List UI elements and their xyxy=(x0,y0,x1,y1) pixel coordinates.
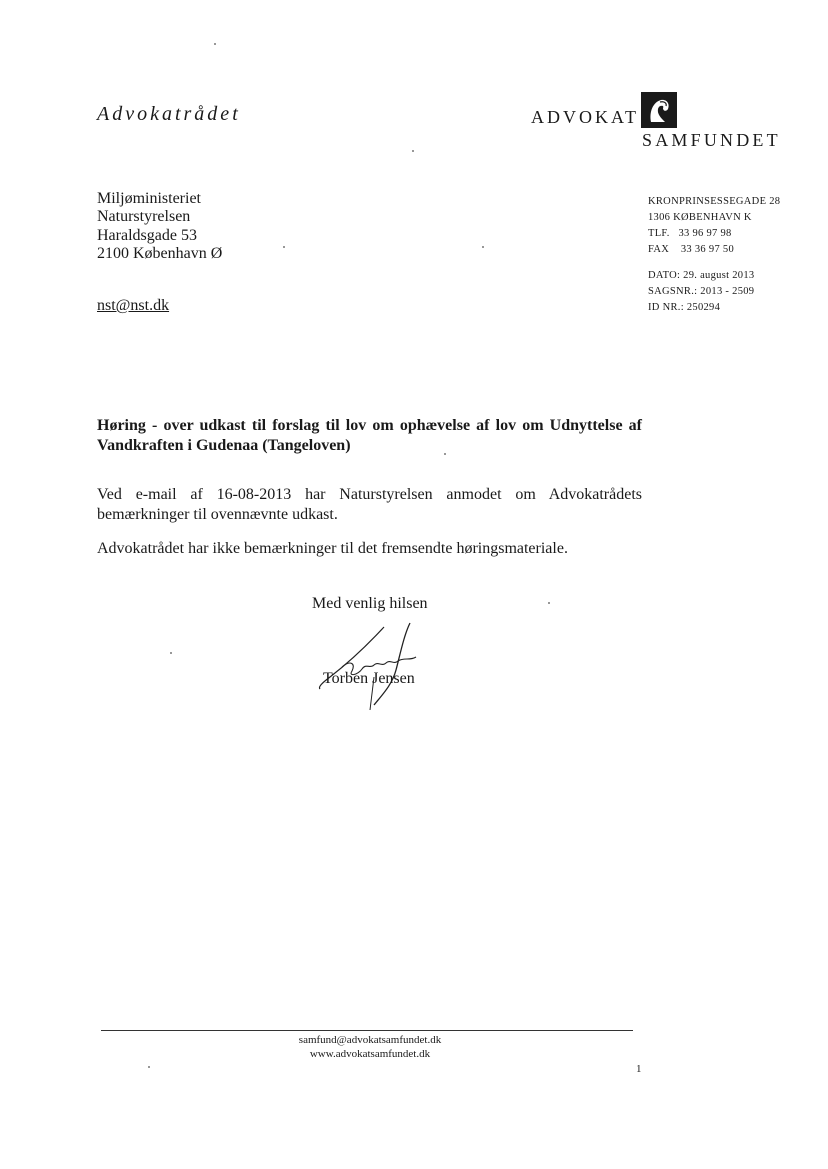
letter-closing: Med venlig hilsen xyxy=(312,595,428,612)
fax-label: FAX xyxy=(648,244,670,255)
recipient-address xyxy=(97,190,222,263)
page-number: 1 xyxy=(636,1063,642,1075)
sender-street: KRONPRINSESSEGADE 28 xyxy=(648,196,781,207)
footer-email-link[interactable]: samfund@advokatsamfundet.dk xyxy=(298,1034,442,1046)
reference-block xyxy=(648,268,754,316)
footer-website-link[interactable]: www.advokatsamfundet.dk xyxy=(309,1048,431,1060)
sender-contact-block xyxy=(648,194,780,258)
fax-value: 33 36 97 50 xyxy=(680,244,735,255)
id-number-ref: ID NR.: 250294 xyxy=(648,302,721,313)
scan-speck xyxy=(482,246,484,248)
recipient-line: Haraldsgade 53 xyxy=(97,226,197,244)
sender-phone-row xyxy=(648,226,780,242)
handwritten-signature xyxy=(312,615,432,710)
footer-divider xyxy=(101,1030,633,1031)
letterhead-right-samfundet: SAMFUNDET xyxy=(642,130,781,150)
scan-speck xyxy=(283,246,285,248)
scan-speck xyxy=(548,602,550,604)
letterhead-right-advokat: ADVOKAT xyxy=(531,107,639,127)
sender-fax-row xyxy=(648,242,780,258)
letter-paragraph-1: Ved e-mail af 16-08-2013 har Naturstyrelsen anmodet om Advokatrådets bemærkninger til ovennævnte udkast. xyxy=(97,486,642,523)
scan-speck xyxy=(214,43,216,45)
phone-value: 33 96 97 98 xyxy=(678,228,732,239)
letter-subject: Høring - over udkast til forslag til lov om ophævelse af lov om Udnyttelse af Vandkraften i Gudenaa (Tangeloven) xyxy=(97,417,642,454)
phone-label: TLF. xyxy=(648,228,670,239)
advokatsamfundet-logo-icon xyxy=(641,92,677,128)
signer-name: Torben Jensen xyxy=(323,670,415,687)
scan-speck xyxy=(148,1066,150,1068)
letter-paragraph-2: Advokatrådet har ikke bemærkninger til det fremsendte høringsmateriale. xyxy=(97,540,568,557)
recipient-line: Miljøministeriet xyxy=(97,190,201,207)
date-ref: DATO: 29. august 2013 xyxy=(648,270,755,281)
scan-speck xyxy=(170,652,172,654)
recipient-email-link[interactable]: nst@nst.dk xyxy=(97,297,170,314)
scan-speck xyxy=(444,453,446,455)
scan-speck xyxy=(412,150,414,152)
case-number-ref: SAGSNR.: 2013 - 2509 xyxy=(648,286,755,297)
recipient-line: 2100 København Ø xyxy=(97,244,223,262)
letterhead-left-name: Advokatrådet xyxy=(97,103,241,125)
sender-city: 1306 KØBENHAVN K xyxy=(648,212,752,223)
recipient-line: Naturstyrelsen xyxy=(97,208,191,226)
